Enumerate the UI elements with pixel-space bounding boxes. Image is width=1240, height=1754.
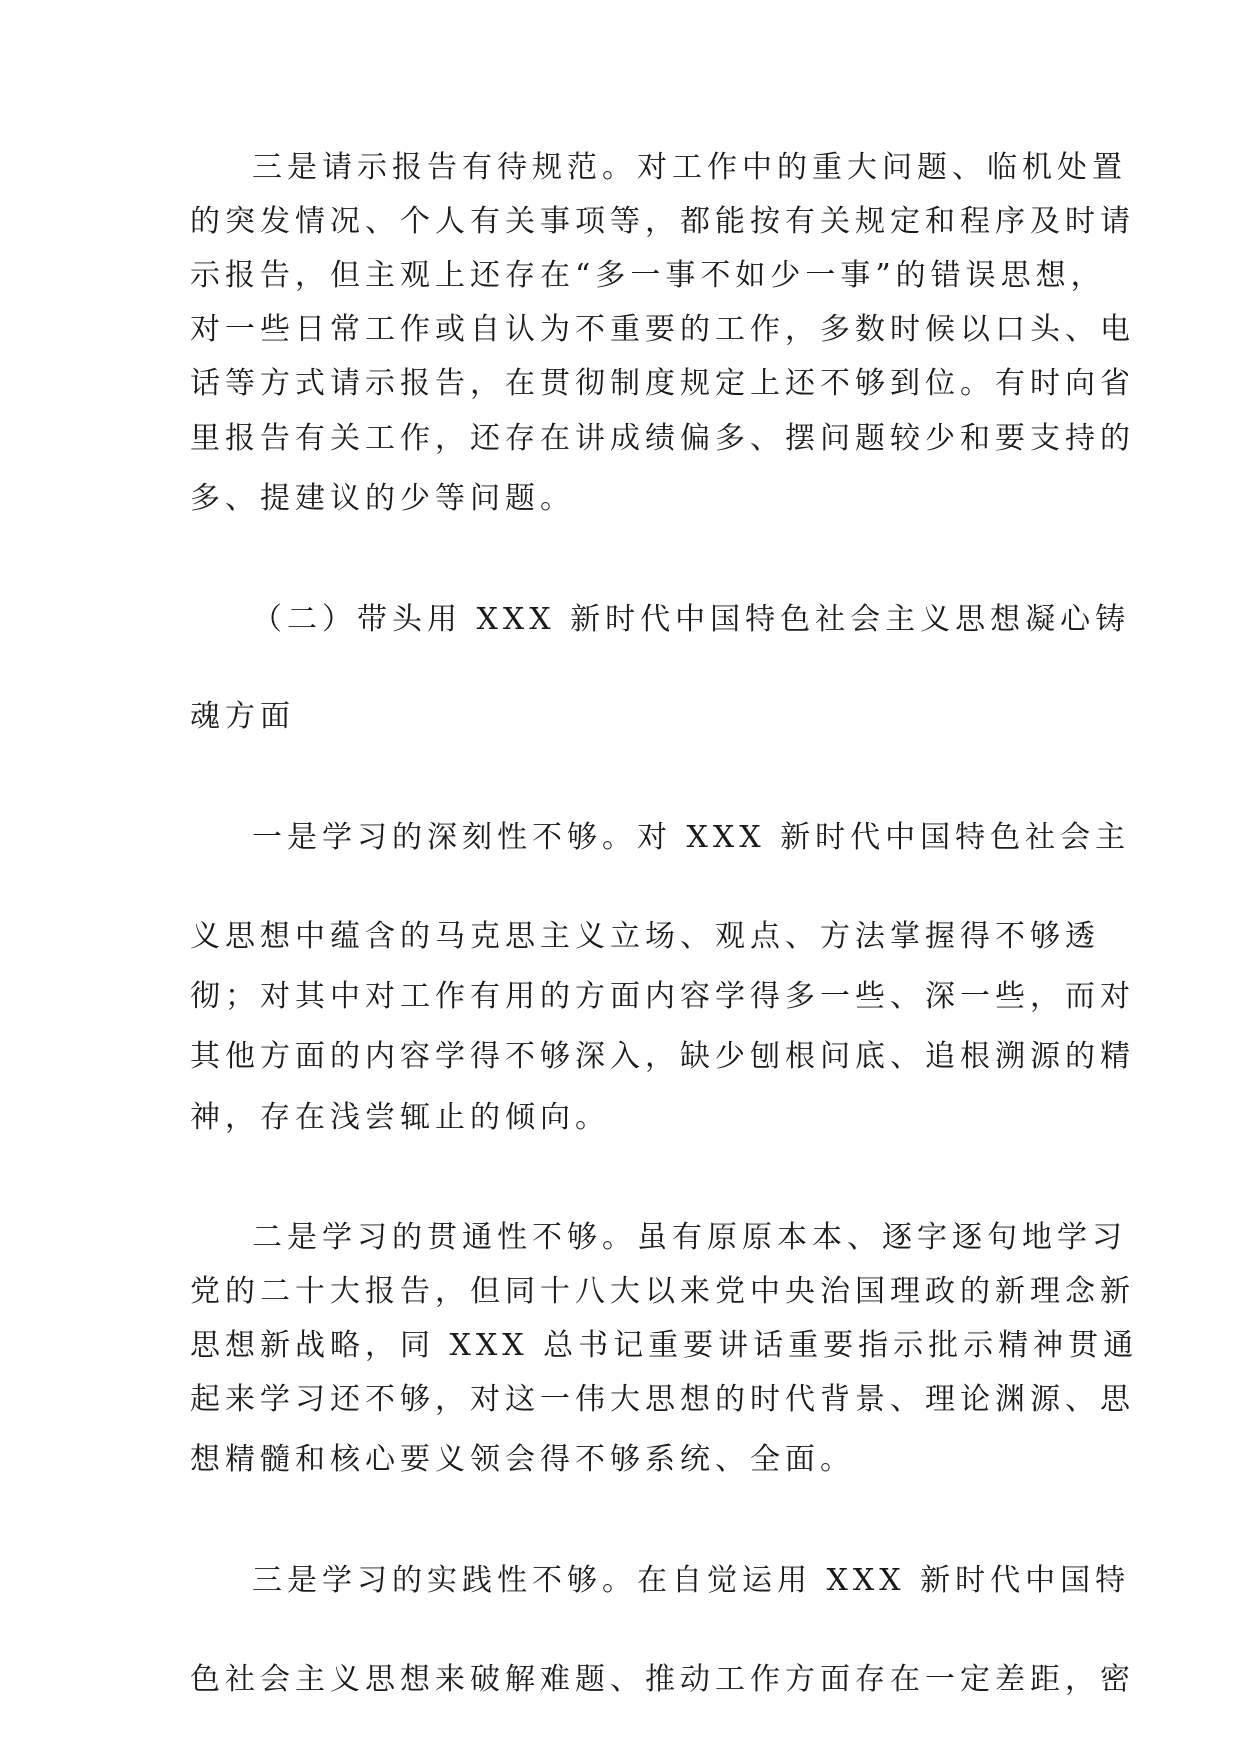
text-line: 一是学习的深刻性不够。对 XXX 新时代中国特色社会主	[252, 820, 1131, 855]
text-line: 的突发情况、个人有关事项等，都能按有关规定和程序及时请	[190, 204, 1135, 239]
text-line: 三是请示报告有待规范。对工作中的重大问题、临机处置	[252, 150, 1127, 185]
text-line: 里报告有关工作，还存在讲成绩偏多、摆问题较少和要支持的	[190, 421, 1135, 456]
section-heading-continuation: 魂方面	[190, 699, 295, 734]
text-line: 二是学习的贯通性不够。虽有原原本本、逐字逐句地学习	[252, 1220, 1127, 1255]
text-line: 多、提建议的少等问题。	[190, 481, 575, 516]
text-line: 示报告，但主观上还存在“多一事不如少一事”的错误思想，	[190, 258, 1106, 293]
text-line: 思想新战略，同 XXX 总书记重要讲话重要指示批示精神贯通	[190, 1328, 1139, 1363]
text-line: 彻；对其中对工作有用的方面内容学得多一些、深一些，而对	[190, 979, 1135, 1014]
text-line: 话等方式请示报告，在贯彻制度规定上还不够到位。有时向省	[190, 366, 1135, 401]
text-line: 三是学习的实践性不够。在自觉运用 XXX 新时代中国特	[252, 1563, 1131, 1598]
text-line: 义思想中蕴含的马克思主义立场、观点、方法掌握得不够透	[190, 919, 1100, 954]
text-line: 其他方面的内容学得不够深入，缺少刨根问底、追根溯源的精	[190, 1039, 1135, 1074]
text-line: 色社会主义思想来破解难题、推动工作方面存在一定差距，密	[190, 1662, 1135, 1697]
text-line: 起来学习还不够，对这一伟大思想的时代背景、理论渊源、思	[190, 1382, 1135, 1417]
text-line: 想精髓和核心要义领会得不够系统、全面。	[190, 1442, 855, 1477]
section-heading: （二）带头用 XXX 新时代中国特色社会主义思想凝心铸	[252, 602, 1131, 637]
text-line: 对一些日常工作或自认为不重要的工作，多数时候以口头、电	[190, 312, 1135, 347]
text-line: 神，存在浅尝辄止的倾向。	[190, 1100, 610, 1135]
text-line: 党的二十大报告，但同十八大以来党中央治国理政的新理念新	[190, 1274, 1135, 1309]
